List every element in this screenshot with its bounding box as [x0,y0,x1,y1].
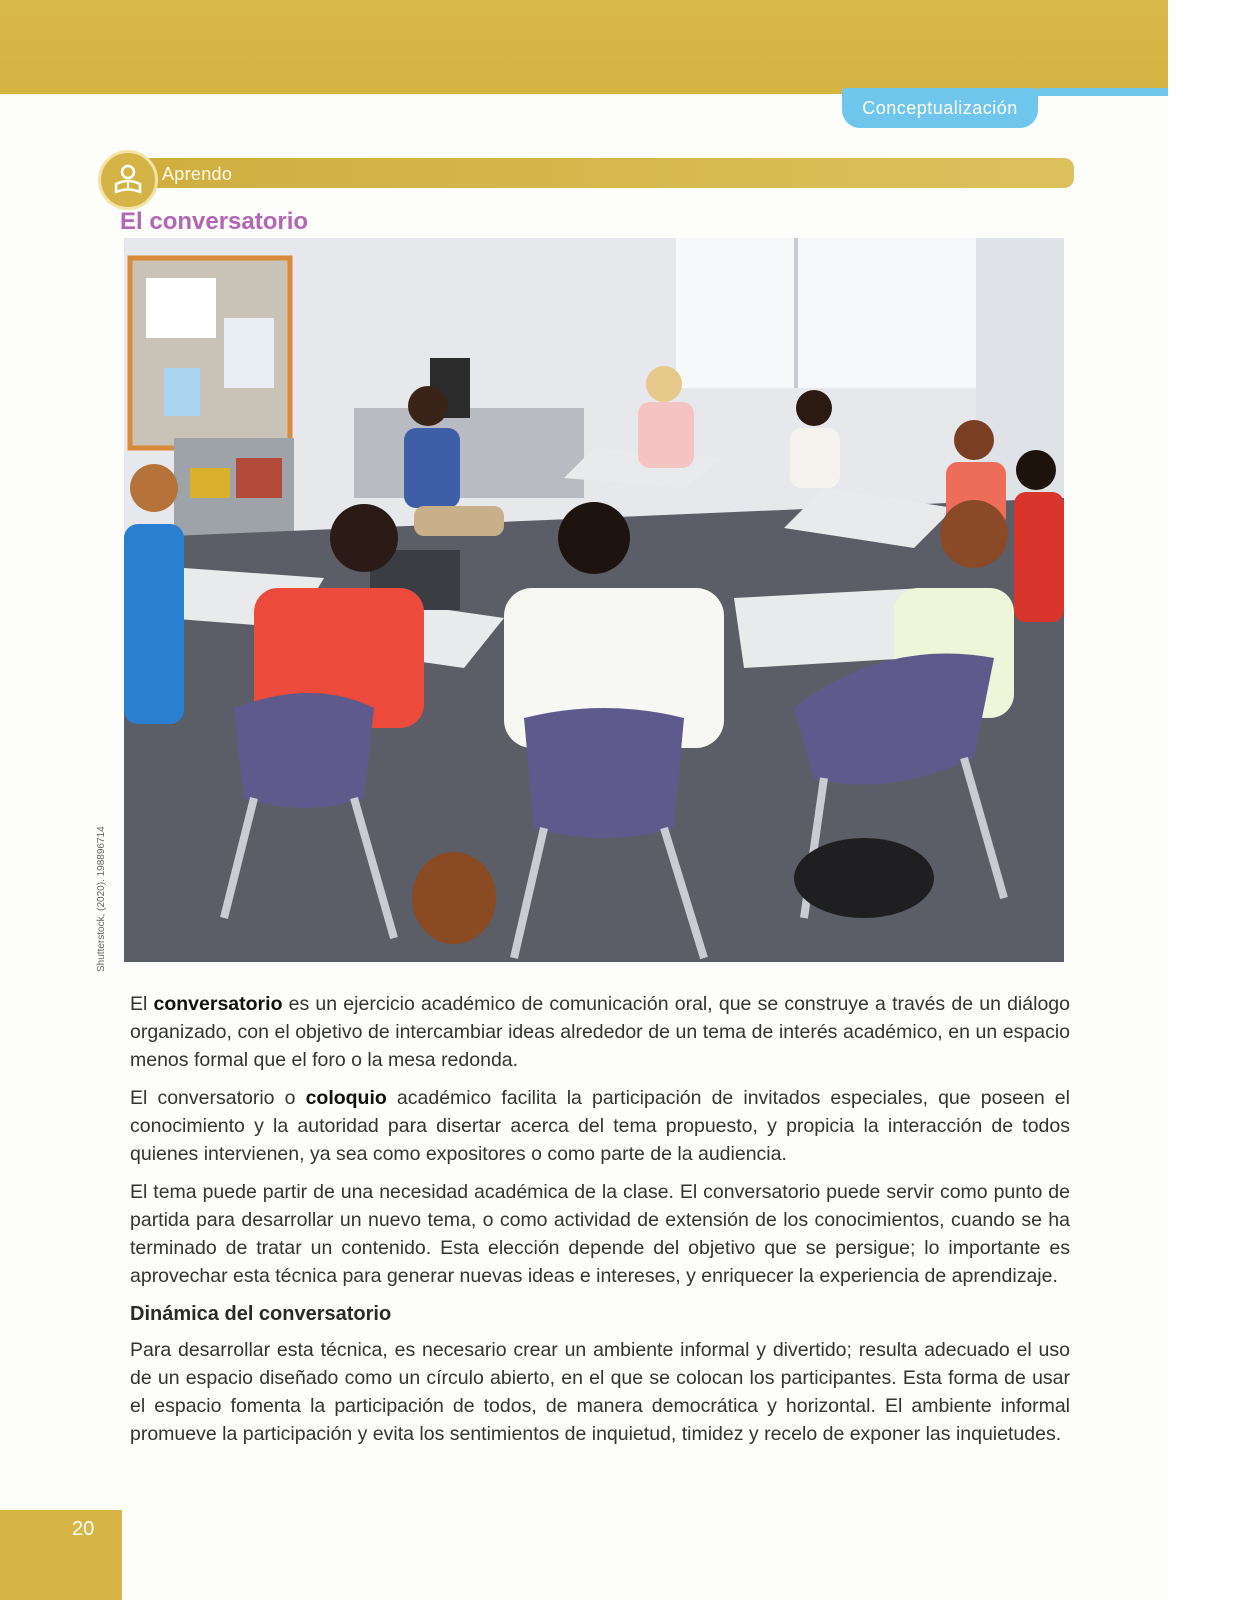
paragraph-4: Para desarrollar esta técnica, es necesario crear un ambiente informal y divertido; resulta adecuado el uso de un espacio diseñado como un círculo abierto, en el que se colocan los participantes. Esta forma de usar el espacio fomenta la participación de todos, de manera democrática y horizontal. El ambiente informal promueve la participación y evita los sentimientos de inquietud, timidez y recelo de exponer las inquietudes. [130,1339,1070,1445]
student-reading-icon-graphic [110,162,146,198]
phase-tab: Conceptualización [842,88,1038,128]
paragraph-2: El conversatorio o coloquio académico facilita la participación de invitados especiales, que poseen el conocimiento y la autoridad para disertar acerca del tema propuesto, y propicia la interacción de todos quienes intervienen, ya sea como expositores o como parte de la audiencia. [130,1087,1070,1165]
term-coloquio: coloquio [305,1087,387,1109]
page-title: El conversatorio [120,208,309,235]
paragraph-3: El tema puede partir de una necesidad académica de la clase. El conversatorio puede servir como punto de partida para desarrollar un nuevo tema, o como actividad de extensión de los conocimientos, cuando se ha terminado de tratar un contenido. Esta elección depende del objetivo que se persigue; lo importante es aprovechar esta técnica para generar nuevas ideas e intereses, y enriquecer la experiencia de aprendizaje. [130,1181,1070,1287]
page-number-box [0,1510,122,1600]
paragraph-1: El conversatorio es un ejercicio académico de comunicación oral, que se construye a través de un diálogo organizado, con el objetivo de intercambiar ideas alrededor de un tema de interés académico, en un espacio menos formal que el foro o la mesa redonda. [130,993,1070,1071]
section-label: Aprendo [162,164,233,184]
page-number: 20 [72,1518,95,1540]
term-conversatorio: conversatorio [153,993,283,1015]
section-bar [122,158,1074,188]
subheading: Dinámica del conversatorio [130,1303,392,1325]
phase-strip [1038,88,1168,96]
photo-credit: Shutterstock, (2020). 198896714 [96,826,107,972]
body-text [130,990,1070,1458]
top-color-band [0,0,1168,94]
page-edge [1168,0,1236,1600]
classroom-photo [124,238,1064,962]
student-reading-icon [98,150,158,210]
classroom-illustration [124,238,1064,962]
